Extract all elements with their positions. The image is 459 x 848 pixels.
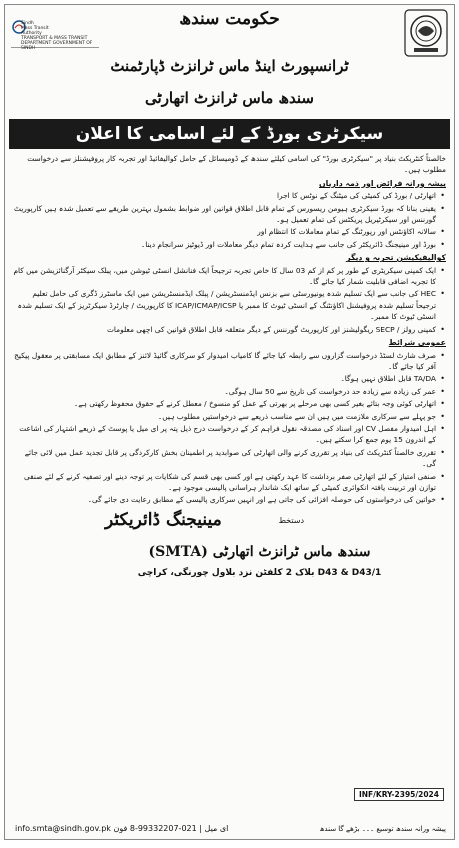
list-item: • ایک کمپنی سیکریٹری کے طور پر کم از کم 03 سال کا خاص تجربہ ترجیحاً ایک فنانشل انسٹی ٹیوشن میں، پبلک سیکٹر آرگنائزیشن میں کام کا تجربہ اضافی قابلیت شمار کیا جائے گا۔ [13, 265, 446, 288]
list-item: • اتھارٹی / بورڈ کی کمیٹی کی میٹنگ کے نوٹس کا اجرا [13, 190, 446, 201]
email-label: ای میل [204, 824, 229, 833]
announcement-banner: سیکرٹری بورڈ کے لئے اسامی کا اعلان [9, 119, 450, 149]
footer-address: D43 & D43/1 بلاک 2 کلفٹن نزد بلاول چورنگی، کراچی [137, 567, 382, 578]
phone-label: فون [113, 824, 128, 833]
advertisement-body [5, 149, 454, 506]
footer-note: پیشہ ورانہ سندھ توسیع ۔۔۔ بڑھے گا سندھ [319, 825, 446, 833]
phone-number[interactable]: 021-99332207-8 [129, 824, 197, 833]
footer-authority: سندھ ماس ٹرانزٹ اتھارٹی (SMTA) [148, 543, 371, 560]
list-item: • اتھارٹی کوئی وجہ بتائے بغیر کسی بھی مرحلے پر بھرتی کے عمل کو منسوخ / معطل کرنے کے حقوق محفوظ رکھتی ہے۔ [13, 398, 446, 409]
list-item: • بورڈ اور مینیجنگ ڈائریکٹر کی جانب سے ہدایت کردہ تمام دیگر معاملات اور ڈیوٹیز سرانجام دینا۔ [13, 239, 446, 250]
email-address[interactable]: info.smta@sindh.gov.pk [15, 824, 111, 833]
signatory-title: مینیجنگ ڈائریکٹر [105, 509, 222, 530]
intro-text: خالصتاً کنٹریکٹ بنیاد پر "سیکرٹری بورڈ" کی اسامی کیلئے سندھ کے ڈومیسائل کے حامل کوالیفائیڈ اور تجربہ کار پروفیشنلز سے درخواست مطلوب ہیں۔ [27, 154, 446, 175]
advertisement-page [4, 4, 455, 840]
list-item: • سالانہ اکاؤنٹس اور رپورٹنگ کے تمام معاملات کا انتظام اور [13, 226, 446, 237]
reference-number: INF/KRY-2395/2024 [354, 788, 444, 801]
list-item: • یقینی بنانا کہ بورڈ سیکرٹری ہیومن ریسورس کے تمام قابل اطلاق قوانین اور ضوابط بشمول بہترین طریقے سے تعمیل شدہ ہیں کارپوریٹ گورننس اور سیکرٹیریل پریکٹس کی تمام تعمیل ہو۔ [13, 203, 446, 226]
department-title: ٹرانسپورٹ اینڈ ماس ٹرانزٹ ڈپارٹمنٹ [110, 57, 349, 75]
list-item: • جو پہلے سے سرکاری ملازمت میں ہیں ان سے مناسب ذریعے سے درخواستیں مطلوب ہیں۔ [13, 411, 446, 422]
government-title: حکومت سندھ [179, 9, 280, 29]
list-item: • اہل امیدوار مفصل CV اور اسناد کی مصدقہ نقول فراہم کر کے درخواست درج ذیل پتہ پر ای میل یا پوسٹ کے ذریعے اشتہار کی اشاعت کے اندرون 15 یوم جمع کرا سکتے ہیں۔ [13, 423, 446, 446]
list-item: • کمپنی رولز / SECP ریگولیشنز اور کارپوریٹ گورننس کے دیگر متعلقہ قابل اطلاق قوانین کی اچھی معلومات [13, 324, 446, 335]
list-item: • خواتین کی درخواستوں کی حوصلہ افزائی کی جاتی ہے اور انہیں سرکاری پالیسی کے مطابق رعایت دی جائے گی۔ [13, 494, 446, 505]
list-item: • صرف شارٹ لسٹڈ درخواست گزاروں سے رابطہ کیا جائے گا کامیاب امیدوار کو سرکاری گائیڈ لائنز کے مطابق ایک مسابقتی پر معقول پیکیج آفر کیا جائے گا۔ [13, 350, 446, 373]
list-item: • HEC کی جانب سے ایک تسلیم شدہ یونیورسٹی سے بزنس ایڈمنسٹریشن / پبلک ایڈمنسٹریشن میں ایک ماسٹرز ڈگری کی حامل تعلیم ترجیحاً تسلیم شدہ پروفیشنل اکاؤنٹنگ کے انسٹی ٹیوٹ کا ممبر یا ICAP/ICMAP/ICSP کا کارپوریٹ / چارٹرڈ سیکرٹریز کے ایک تسلیم شدہ انسٹی ٹیوٹ کا ممبر۔ [13, 288, 446, 322]
general-conditions-heading: عمومی شرائط [388, 338, 446, 348]
signature-block [5, 510, 454, 538]
signature-label: دستخط [278, 515, 304, 525]
list-item: • عمر کی زیادہ سے زیادہ حد درخواست کی تاریخ سے 50 سال ہوگی۔ [13, 386, 446, 397]
header [5, 5, 454, 115]
list-item: • صنفی امتیاز کے لئے اتھارٹی صفر برداشت کا عہد رکھتی ہے اور کسی بھی قسم کی شکایات پر توجہ دینے اور تصفیہ کرنے کے لئے صنفی توازن اور تربیت یافتہ انکوائری کمیٹی کے ساتھ ایک شاندار ہراسانی پالیسی موجود ہے۔ [13, 471, 446, 494]
authority-title: سندھ ماس ٹرانزٹ اتھارٹی [145, 89, 314, 107]
footer-contact: info.smta@sindh.gov.pk ای میل | 021-99332207-8 فون [15, 824, 229, 833]
list-item: • تقرری خالصتاً کنٹریکٹ کی بنیاد پر تقرری کرنے والی اتھارٹی کی صوابدید پر اطمینان بخش کارکردگی پر قابل تجدید عمل میں لائی جائے گی۔ [13, 447, 446, 470]
logo-text: Sindh Mass Transit Authority TRANSPORT & MASS TRANSIT DEPARTMENT GOVERNMENT OF SINDH [21, 21, 93, 51]
duties-heading: پیشہ ورانہ فرائض اور ذمہ داریاں [319, 178, 446, 188]
list-item: • TA/DA قابل اطلاق نہیں ہوگا۔ [13, 373, 446, 384]
qualification-heading: کوالیفیکیشن تجربہ و دیگر [346, 253, 446, 263]
